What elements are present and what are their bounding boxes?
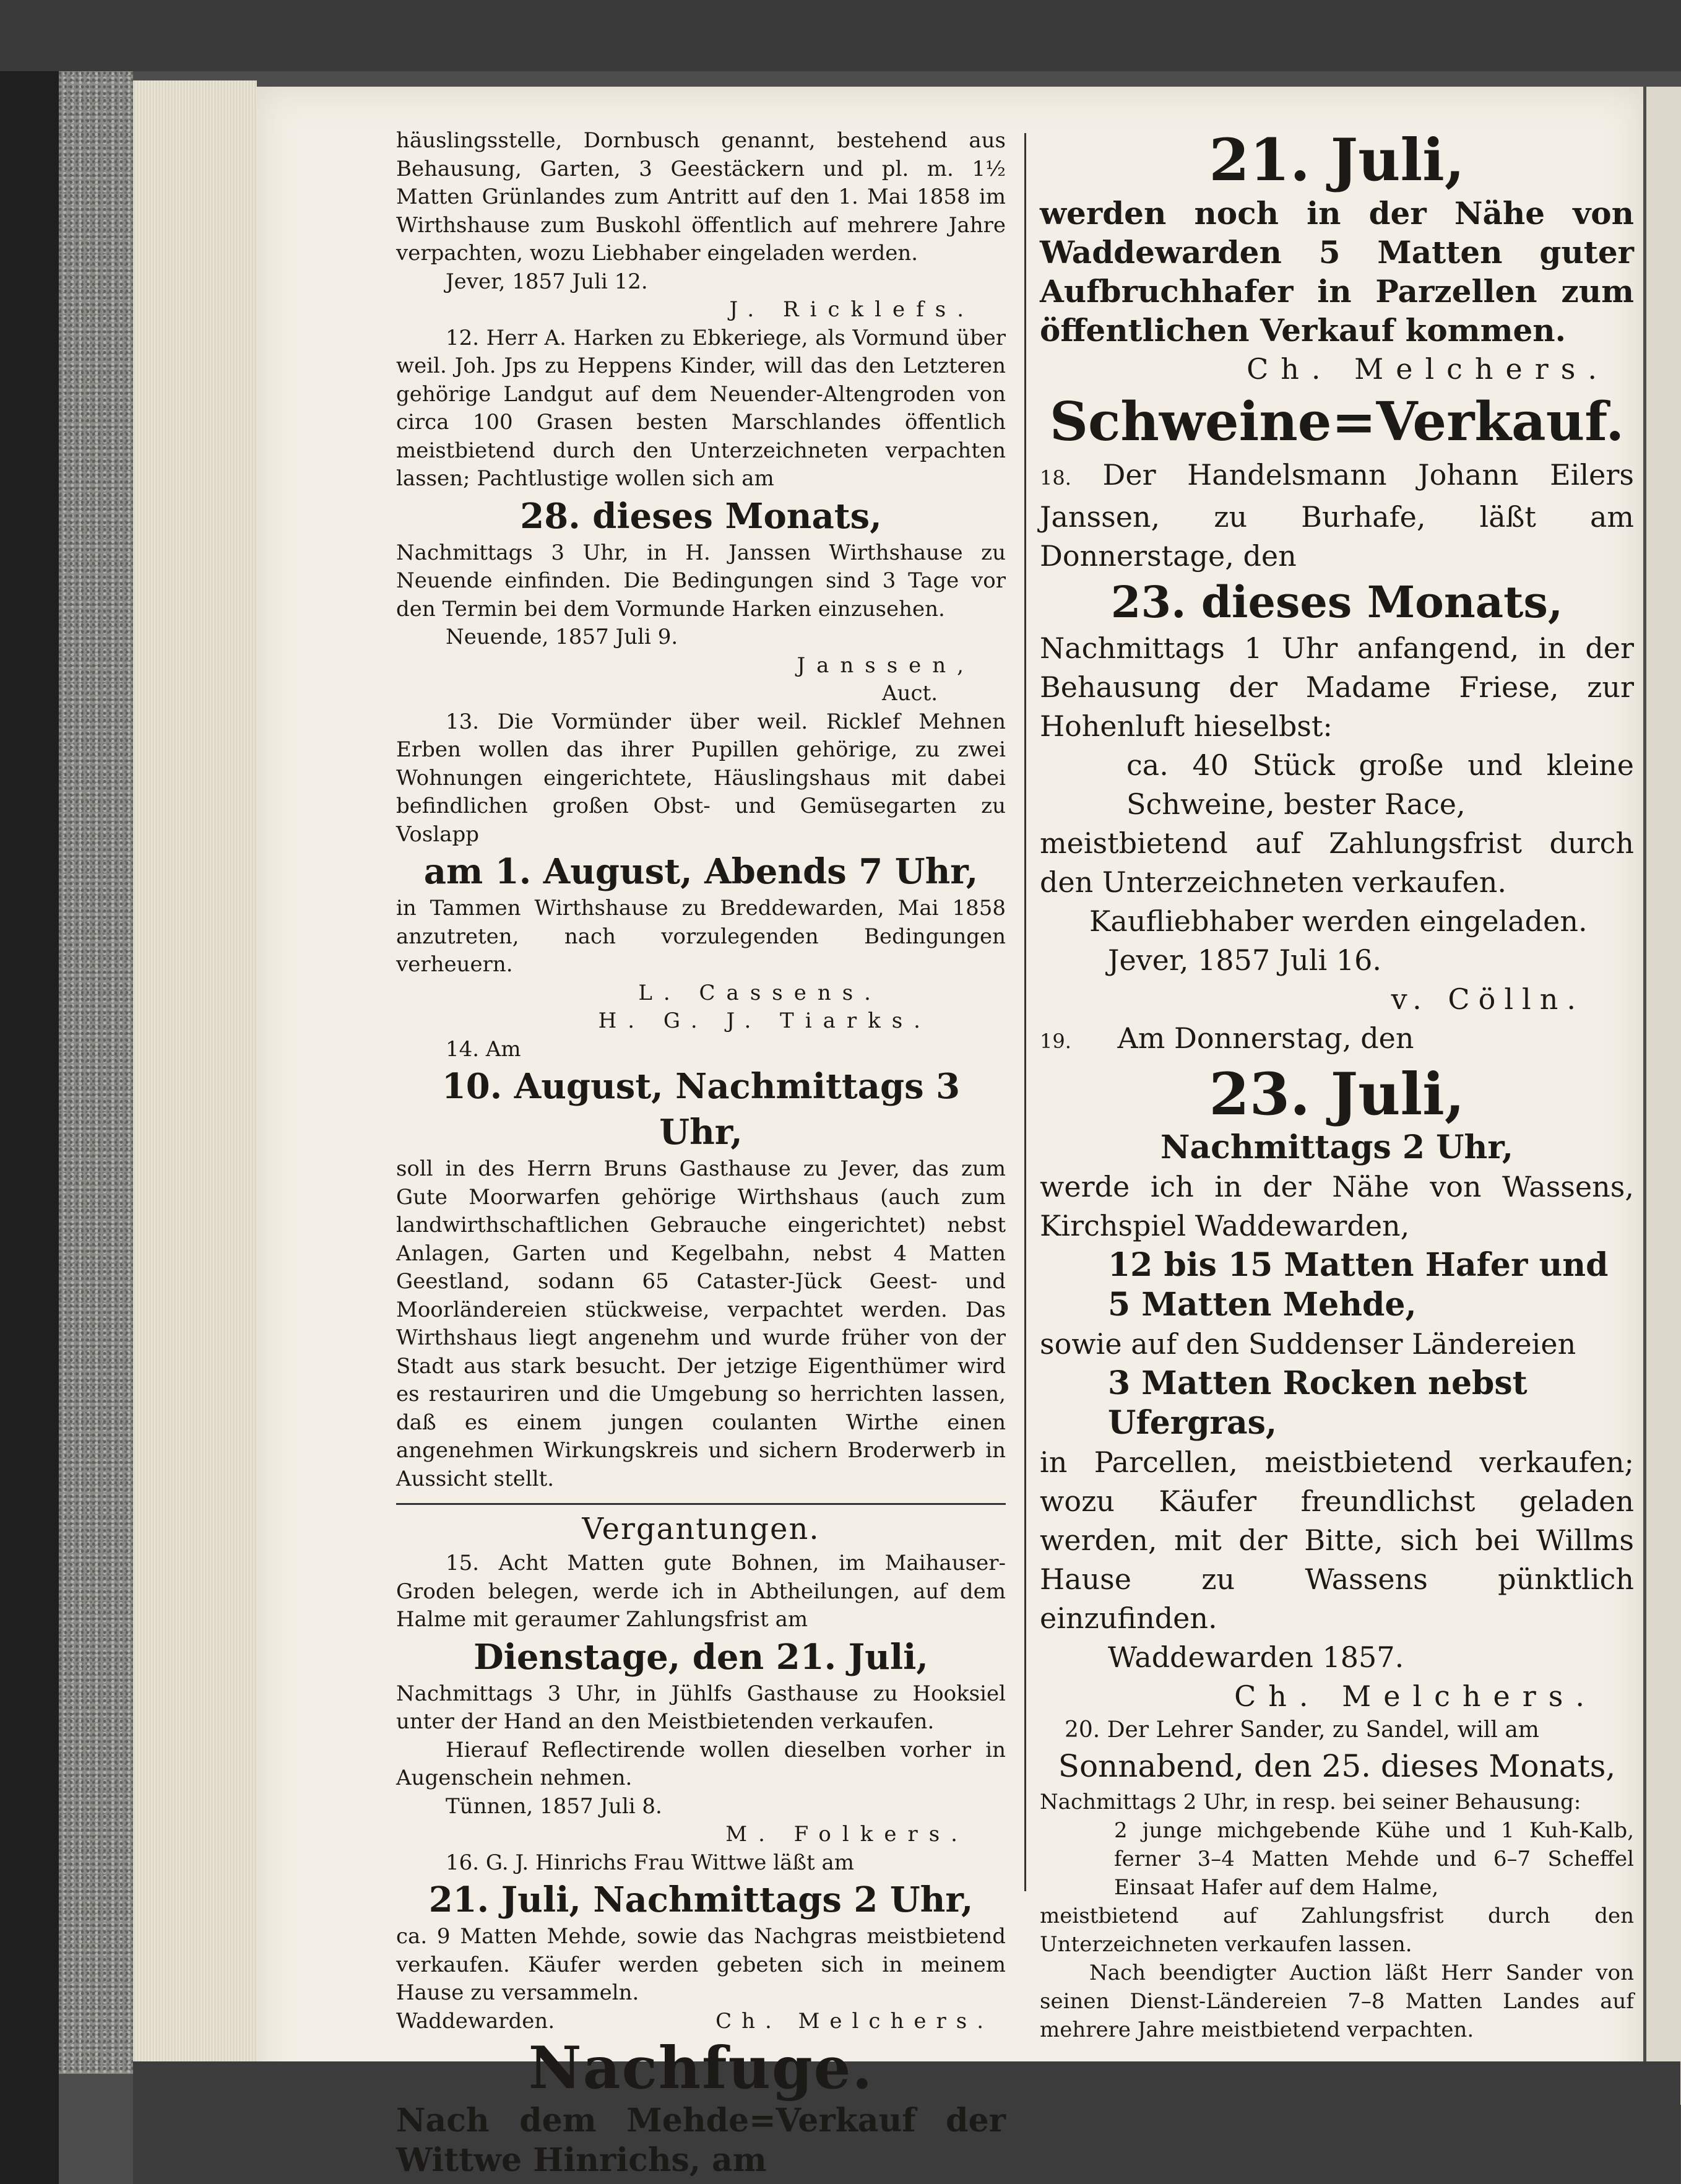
notice-19-body: Am Donnerstag, den: [1117, 1021, 1414, 1055]
notice-15-continuation-2: Hierauf Reflectirende wollen dieselben vorher in Augenschein nehmen.: [396, 1737, 1006, 1790]
notice-20-items: 2 junge michgebende Kühe und 1 Kuh-Kalb, ferner 3–4 Matten Mehde und 6–7 Scheffel Einsaat Hafer auf dem Halme,: [1114, 1818, 1634, 1900]
notice-19-date-heading: 23. Juli,: [1209, 1060, 1465, 1129]
notice-17-signature: Ch. Melchers.: [1247, 352, 1609, 386]
notice-18-invitation: Kaufliebhaber werden eingeladen.: [1089, 904, 1588, 938]
notice-15-signature: M. Folkers.: [725, 1822, 969, 1847]
notice-11-date: Jever, 1857 Juli 12.: [446, 269, 648, 294]
section-heading-vergantungen: Vergantungen.: [582, 1512, 820, 1546]
notice-15-date-heading: Dienstage, den 21. Juli,: [473, 1636, 928, 1678]
notice-18-text: [1040, 456, 1634, 576]
notice-18-signature: v. Cölln.: [1391, 982, 1584, 1016]
notice-12-continuation: Nachmittags 3 Uhr, in H. Janssen Wirthshause zu Neuende einfinden. Die Bedingungen sind 3 Tage vor den Termin bei dem Vormunde Harken einzusehen.: [396, 540, 1006, 622]
notice-20-text: 20. Der Lehrer Sander, zu Sandel, will am: [1065, 1717, 1539, 1743]
notice-12-date-heading: 28. dieses Monats,: [520, 495, 882, 537]
page-edges: [133, 80, 257, 2061]
notice-15-continuation: Nachmittags 3 Uhr, in Jühlfs Gasthause zu Hooksiel unter der Hand an den Meistbietenden verkaufen.: [396, 1681, 1006, 1734]
notice-12-signature: Janssen,: [797, 652, 975, 678]
notice-16-footer: [396, 2008, 1006, 2036]
notice-16-text: 16. G. J. Hinrichs Frau Wittwe läßt am: [446, 1850, 855, 1875]
notice-19-item-rocken: 3 Matten Rocken nebst Ufergras,: [1108, 1364, 1528, 1442]
notice-13-date-heading: am 1. August, Abends 7 Uhr,: [423, 851, 979, 892]
notice-12-text: 12. Herr A. Harken zu Ebkeriege, als Vormund über weil. Joh. Jps zu Heppens Kinder, will das den Letzteren gehörige Landgut auf dem Neuender-Altengroden von circa 100 Grasen besten Marschlandes öffentlich meistbietend durch den Unterzeichneten verpachten lassen; Pachtlustige wollen sich am: [396, 325, 1006, 491]
section-rule: [396, 1503, 1006, 1505]
notice-12-date: Neuende, 1857 Juli 9.: [446, 625, 678, 649]
notice-16-signature: Ch. Melchers.: [715, 2008, 993, 2034]
nachfuge-heading: Nachfuge.: [528, 2034, 874, 2102]
notice-14-text: soll in des Herrn Bruns Gasthause zu Jever, das zum Gute Moorwarfen gehörige Wirthshaus (auch zum landwirthschaftlichen Gebrauche eingerichtet) nebst Anlagen, Garten und Kegelbahn, nebst 4 Matten Geestland, sodann 65 Cataster-Jück Geest- und Moorländereien stückweise, verpachtet werden. Das Wirthshaus liegt angenehm und wurde früher von der Stadt aus stark besucht. Der jetzige Eigenthümer wird es restauriren und die Umgebung so herrichten lassen, daß es einem jungen coulanten Wirthe einen angenehmen Wirkungskreis und sichern Broderwerb in Aussicht stellt.: [396, 1156, 1006, 1491]
notice-20-time: Nachmittags 2 Uhr, in resp. bei seiner Behausung:: [1040, 1790, 1581, 1814]
notice-19-continuation: werde ich in der Nähe von Wassens, Kirchspiel Waddewarden,: [1040, 1170, 1634, 1242]
notice-19-item-mehde: 5 Matten Mehde,: [1108, 1286, 1417, 1324]
notice-19-time: Nachmittags 2 Uhr,: [1160, 1129, 1514, 1166]
notice-19-date: Waddewarden 1857.: [1108, 1640, 1404, 1674]
notice-12-signature-title: Auct.: [882, 681, 938, 706]
notice-19-text: [1040, 1019, 1634, 1061]
notice-13-continuation: in Tammen Wirthshause zu Breddewarden, Mai 1858 anzutreten, nach vorzulegenden Bedingungen verheuern.: [396, 896, 1006, 977]
left-column: [396, 127, 1006, 2180]
right-column: [1040, 127, 1634, 2044]
notice-19-number: 19.: [1040, 1029, 1071, 1053]
notice-13-text: 13. Die Vormünder über weil. Ricklef Mehnen Erben wollen das ihrer Pupillen gehörige, zu zwei Wohnungen eingerichtete, Häuslingshaus mit dabei befindlichen großen Obst- und Gemüsegarten zu Voslapp: [396, 709, 1006, 847]
notice-13-signature-2: H. G. J. Tiarks.: [598, 1008, 931, 1033]
notice-14-number: 14. Am: [446, 1036, 521, 1062]
notice-20-lease: Nach beendigter Auction läßt Herr Sander von seinen Dienst-Ländereien 7–8 Matten Landes auf mehrere Jahre meistbietend verpachten.: [1040, 1961, 1634, 2042]
notice-15-text: 15. Acht Matten gute Bohnen, im Maihauser-Groden belegen, werde ich in Abtheilungen, auf dem Halme mit geraumer Zahlungsfrist am: [396, 1551, 1006, 1632]
notice-18-items: ca. 40 Stück große und kleine Schweine, bester Race,: [1126, 748, 1634, 821]
notice-16-place: Waddewarden.: [396, 2008, 555, 2034]
schweine-verkauf-heading: Schweine=Verkauf.: [1049, 391, 1625, 453]
notice-15-date: Tünnen, 1857 Juli 8.: [446, 1793, 662, 1819]
notice-16-continuation: ca. 9 Matten Mehde, sowie das Nachgras meistbietend verkaufen. Käufer werden gebeten sich in meinem Hause zu versammeln.: [396, 1924, 1006, 2005]
column-divider: [1024, 133, 1026, 1891]
scanner-background: [0, 0, 1681, 71]
notice-18-terms: meistbietend auf Zahlungsfrist durch den Unterzeichneten verkaufen.: [1040, 826, 1634, 899]
notice-18-number: 18.: [1040, 466, 1071, 490]
notice-11-text: häuslingsstelle, Dornbusch genannt, bestehend aus Behausung, Garten, 3 Geestäckern und pl. m. 1½ Matten Grünlandes zum Antritt auf den 1. Mai 1858 im Wirthshause zum Buskohl öffentlich auf mehrere Jahre verpachten, wozu Liebhaber eingeladen werden.: [396, 128, 1006, 266]
marbled-book-cover: [59, 71, 133, 2074]
notice-16-date-heading: 21. Juli, Nachmittags 2 Uhr,: [428, 1879, 974, 1920]
notice-11-signature: J. Ricklefs.: [729, 297, 975, 322]
notice-18-continuation: Nachmittags 1 Uhr anfangend, in der Behausung der Madame Friese, zur Hohenluft hieselbst:: [1040, 631, 1634, 743]
notice-13-signature-1: L. Cassens.: [638, 980, 882, 1005]
notice-19-location: sowie auf den Suddenser Ländereien: [1040, 1327, 1576, 1361]
notice-19-item-hafer: 12 bis 15 Matten Hafer und: [1108, 1246, 1609, 1284]
notice-19-terms: in Parcellen, meistbietend verkaufen; wozu Käufer freundlichst geladen werden, mit der Bitte, sich bei Willms Hause zu Wassens pünktlich einzufinden.: [1040, 1445, 1634, 1635]
notice-17-date-heading: 21. Juli,: [1209, 126, 1465, 194]
scanner-background-left: [0, 71, 59, 2184]
notice-17-text: werden noch in der Nähe von Waddewarden 5 Matten guter Aufbruchhafer in Parzellen zum öffentlichen Verkauf kommen.: [1040, 195, 1634, 349]
notice-18-date: Jever, 1857 Juli 16.: [1108, 943, 1382, 977]
facing-page-edge: [1646, 87, 1681, 2105]
notice-18-body: Der Handelsmann Johann Eilers Janssen, zu Burhafe, läßt am Donnerstage, den: [1040, 458, 1634, 573]
nachfuge-text: Nach dem Mehde=Verkauf der Wittwe Hinrichs, am: [396, 2102, 1006, 2179]
notice-18-date-heading: 23. dieses Monats,: [1110, 576, 1563, 628]
notice-19-signature: Ch. Melchers.: [1234, 1679, 1597, 1713]
notice-20-date-heading: Sonnabend, den 25. dieses Monats,: [1058, 1748, 1616, 1784]
notice-14-date-heading: 10. August, Nachmittags 3 Uhr,: [441, 1066, 961, 1153]
notice-20-terms: meistbietend auf Zahlungsfrist durch den Unterzeichneten verkaufen lassen.: [1040, 1904, 1634, 1957]
